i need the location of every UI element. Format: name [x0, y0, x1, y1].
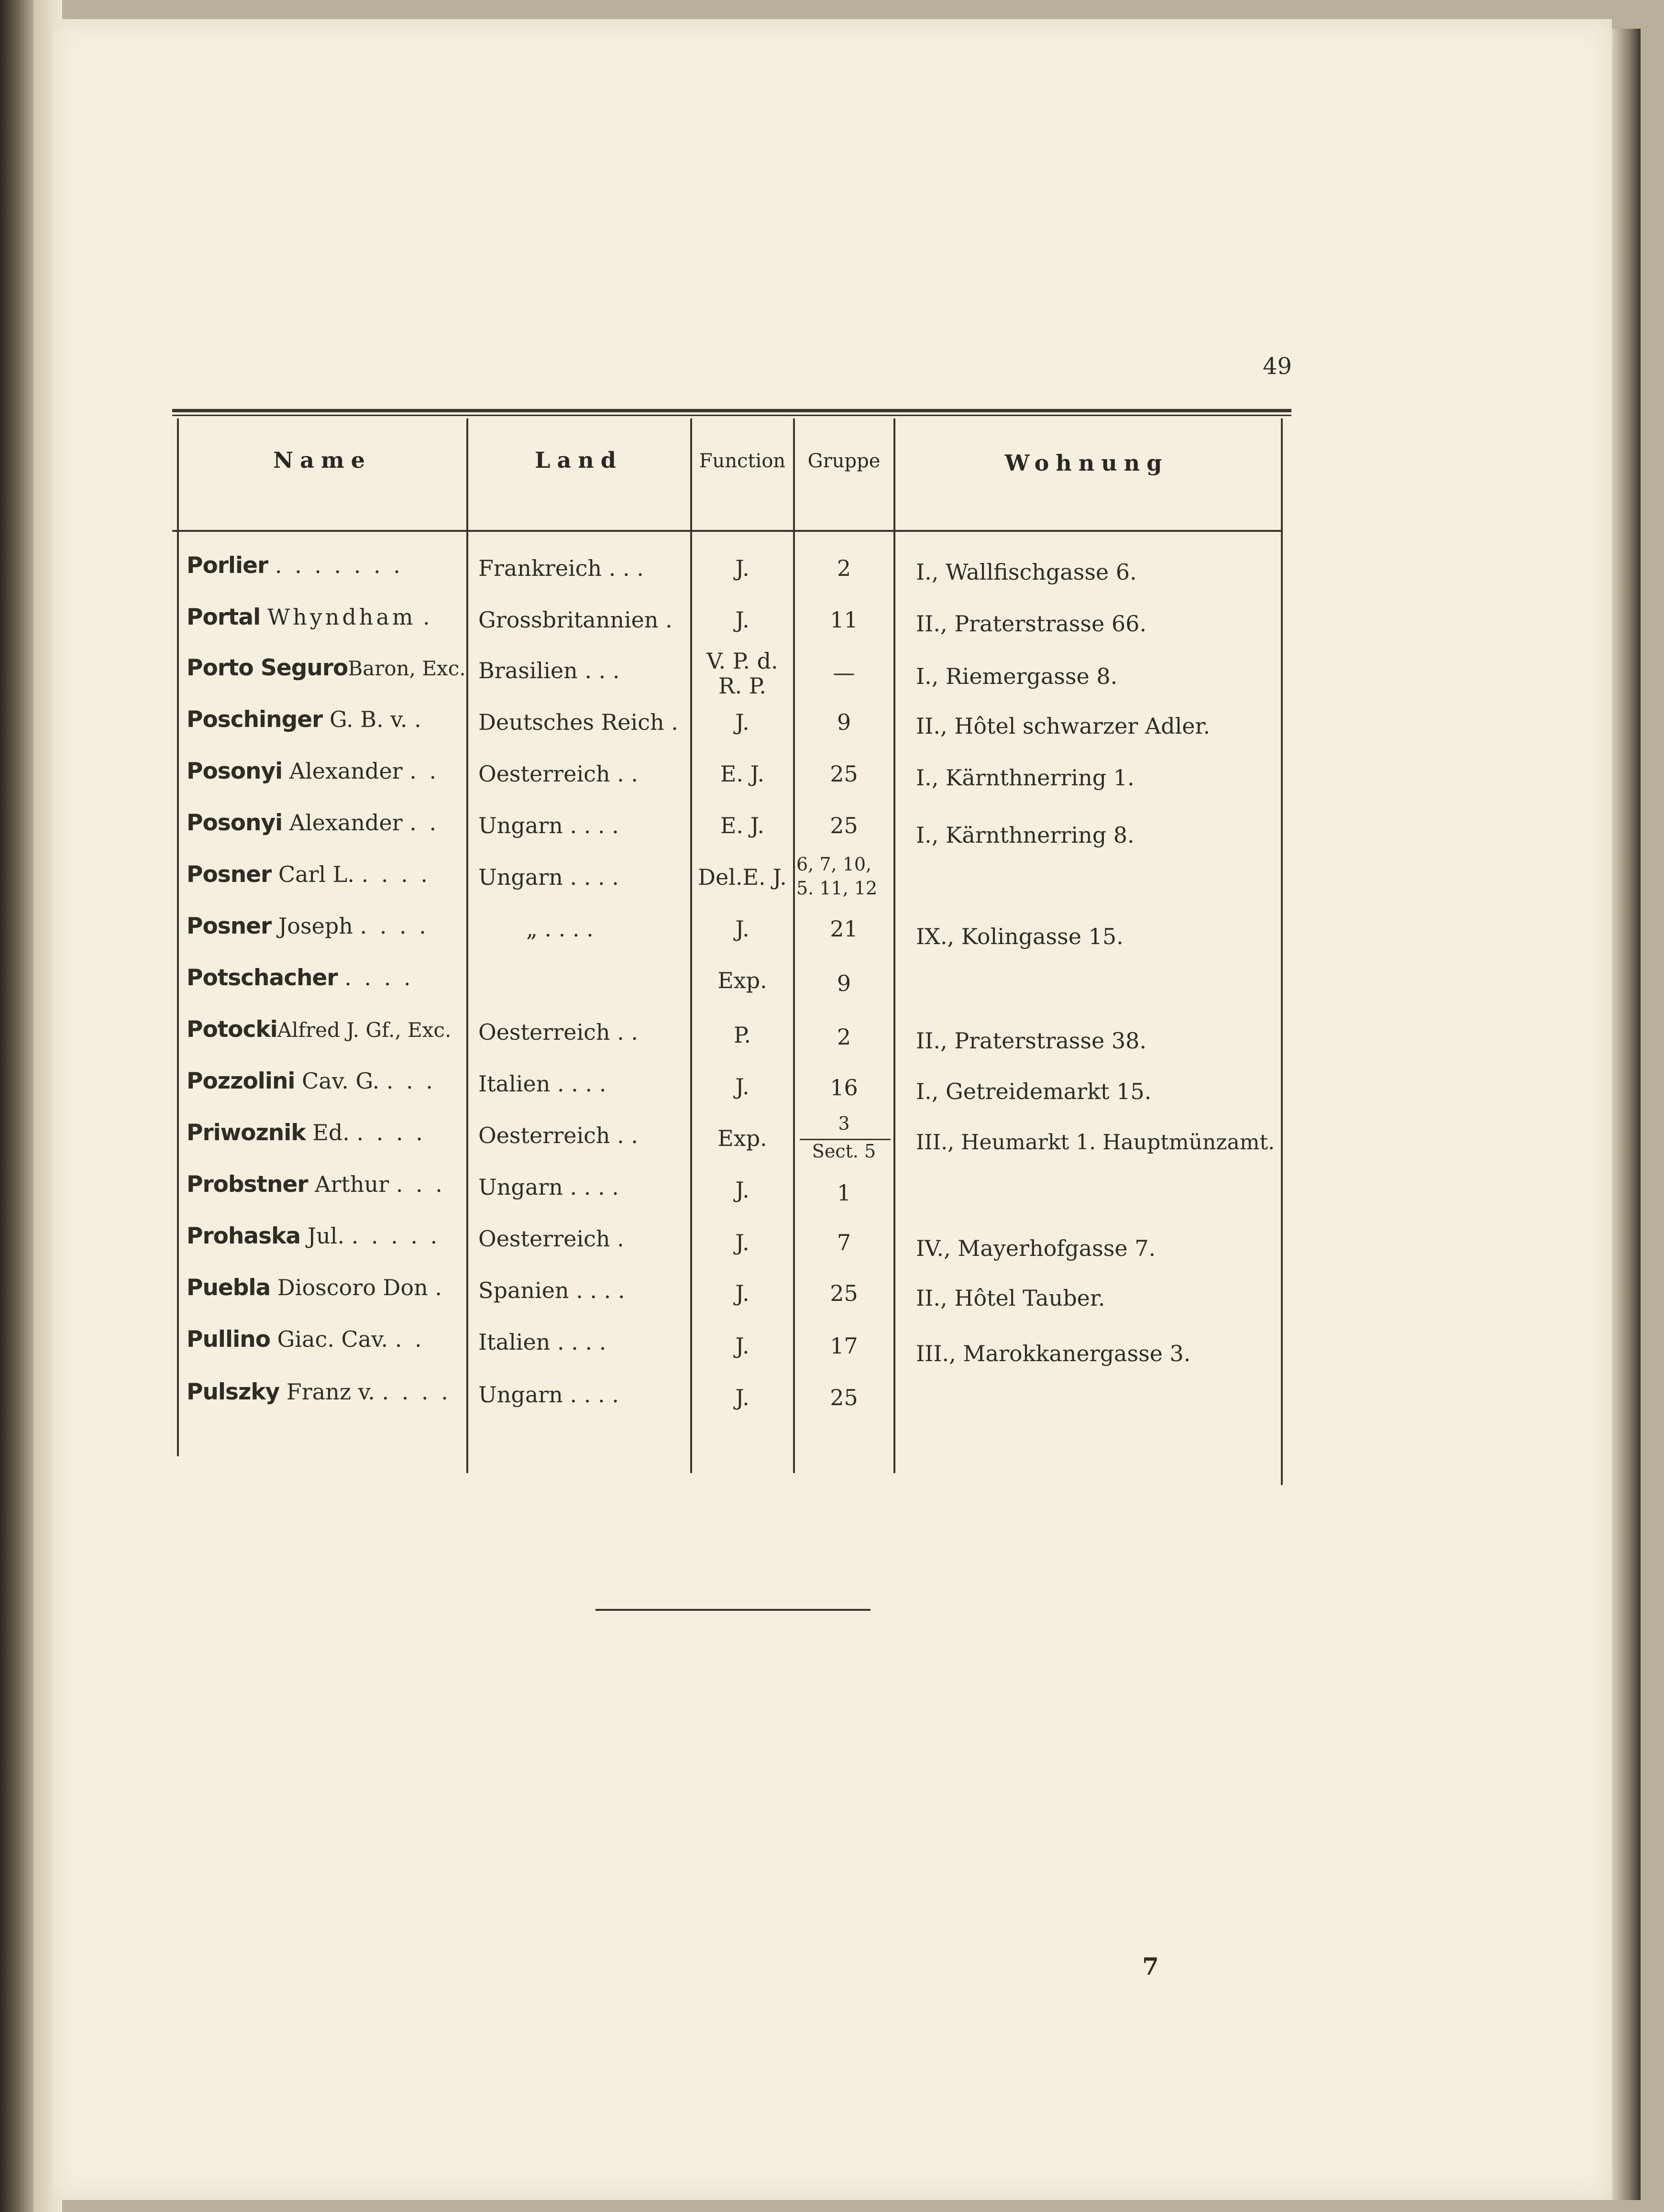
name-dots: . . . — [396, 1171, 445, 1197]
function-cell: J. — [735, 1280, 749, 1306]
table-row-name — [187, 1120, 426, 1146]
surname: Probstner — [187, 1171, 308, 1198]
name-dots: . — [435, 1275, 445, 1300]
land-cell: Oesterreich . . — [478, 761, 639, 787]
function-cell: J. — [735, 1230, 749, 1255]
wohnung-cell: II., Hôtel schwarzer Adler. — [916, 713, 1211, 739]
wohnung-cell: III., Marokkanergasse 3. — [916, 1341, 1191, 1366]
given-name: Whyndham — [267, 604, 416, 630]
land-cell: Italien . . . . — [478, 1329, 606, 1355]
given-name: Arthur — [315, 1171, 389, 1197]
participants-table — [172, 409, 1291, 1475]
given-name: Dioscoro Don — [277, 1275, 428, 1300]
function-cell: J. — [735, 709, 749, 735]
name-dots: . . . . — [356, 1120, 426, 1145]
gruppe-cell: 25 — [830, 1385, 858, 1410]
gruppe-cell-line1: 3 — [838, 1113, 850, 1134]
gruppe-cell: 9 — [837, 709, 851, 735]
header-function: Function — [699, 450, 786, 472]
land-cell: Deutsches Reich . — [478, 709, 678, 735]
table-row-name — [187, 1068, 436, 1094]
wohnung-cell: III., Heumarkt 1. Hauptmünzamt. — [916, 1130, 1275, 1155]
given-name: Jul. — [307, 1223, 345, 1249]
table-row-name — [187, 913, 429, 939]
surname: Porto Seguro — [187, 655, 348, 681]
given-name: Giac. Cav. — [277, 1326, 388, 1352]
name-dots: . . — [395, 1326, 425, 1352]
wohnung-cell: IV., Mayerhofgasse 7. — [916, 1235, 1156, 1261]
given-name: Alfred J. Gf., Exc. — [277, 1018, 452, 1042]
name-dots: . . . — [386, 1068, 436, 1094]
wohnung-cell: II., Praterstrasse 66. — [916, 611, 1146, 637]
column-rule-left — [177, 418, 179, 1456]
table-row-name — [187, 1223, 440, 1249]
given-name: Baron, Exc. — [348, 657, 466, 680]
gruppe-cell: — — [833, 660, 855, 685]
name-dots: . — [414, 706, 424, 732]
table-row-name — [187, 706, 424, 733]
table-row-name — [187, 1326, 425, 1353]
function-cell: J. — [735, 916, 749, 942]
table-row-name — [187, 1171, 445, 1198]
surname: Porlier — [187, 552, 268, 579]
name-dots: . — [423, 604, 433, 630]
given-name: Alexander — [289, 758, 403, 784]
wohnung-cell: I., Kärnthnerring 1. — [916, 765, 1135, 791]
surname: Potschacher — [187, 965, 338, 991]
gruppe-cell-line1: 6, 7, 10, — [796, 854, 872, 875]
table-row-name — [187, 552, 403, 579]
given-name: Cav. G. — [302, 1068, 380, 1094]
land-cell: „ . . . . — [526, 916, 594, 942]
name-dots: . . . . — [344, 965, 414, 990]
name-dots: . . . . . — [351, 1223, 441, 1249]
function-cell: E. J. — [720, 761, 765, 787]
surname: Posonyi — [187, 810, 283, 836]
table-row-name — [187, 1379, 451, 1405]
name-dots: . . — [409, 810, 440, 836]
function-cell: J. — [735, 1177, 749, 1203]
surname: Potocki — [187, 1016, 277, 1043]
function-cell: P. — [733, 1022, 751, 1048]
land-cell: Grossbritannien . — [478, 607, 672, 633]
given-name: Alexander — [289, 810, 403, 836]
header-wohnung: Wohnung — [1004, 450, 1169, 476]
land-cell: Oesterreich . . — [478, 1019, 639, 1045]
gruppe-cell-line2: 5. 11, 12 — [796, 878, 878, 899]
name-dots: . . . . — [360, 913, 429, 939]
surname: Posner — [187, 861, 272, 888]
header-land: Land — [535, 447, 623, 473]
wohnung-cell: IX., Kolingasse 15. — [916, 924, 1124, 949]
table-row-name — [187, 758, 439, 784]
land-cell: Ungarn . . . . — [478, 1174, 619, 1200]
top-rule-thick — [172, 409, 1291, 412]
function-cell: J. — [735, 607, 749, 633]
table-row-name — [187, 810, 439, 836]
gruppe-cell: 21 — [830, 916, 858, 942]
name-dots: . . . . — [361, 861, 430, 887]
surname: Posonyi — [187, 758, 283, 784]
gruppe-cell: 2 — [837, 555, 851, 581]
header-name: Name — [273, 447, 372, 473]
column-rule-name-land — [466, 418, 468, 1473]
surname: Posner — [187, 913, 272, 939]
function-cell: J. — [735, 1333, 749, 1359]
wohnung-cell: I., Riemergasse 8. — [916, 663, 1118, 689]
table-row-name — [187, 861, 430, 888]
column-rule-gruppe-wohnung — [893, 418, 895, 1473]
header-rule — [172, 530, 1282, 532]
wohnung-cell: II., Hôtel Tauber. — [916, 1285, 1105, 1311]
land-cell: Spanien . . . . — [478, 1277, 625, 1303]
table-row-name — [187, 1275, 445, 1301]
gruppe-cell: 1 — [837, 1180, 851, 1206]
top-rule-thin — [172, 415, 1291, 416]
given-name: Ed. — [312, 1120, 350, 1145]
given-name: G. B. v. — [329, 706, 408, 732]
table-row-name — [187, 1016, 451, 1043]
gruppe-cell: 17 — [830, 1333, 858, 1359]
function-cell: Exp. — [717, 1125, 767, 1151]
gruppe-cell: 11 — [830, 607, 858, 633]
surname: Pullino — [187, 1326, 270, 1353]
header-gruppe: Gruppe — [807, 450, 881, 472]
column-rule-right — [1281, 418, 1283, 1485]
wohnung-cell: I., Wallfischgasse 6. — [916, 559, 1137, 585]
surname: Portal — [187, 604, 261, 630]
surname: Puebla — [187, 1275, 271, 1301]
land-cell: Ungarn . . . . — [478, 1382, 619, 1408]
gruppe-cell: 25 — [830, 1280, 858, 1306]
surname: Pulszky — [187, 1379, 280, 1405]
wohnung-cell: I., Getreidemarkt 15. — [916, 1078, 1152, 1104]
gruppe-cell: 9 — [837, 970, 851, 996]
gruppe-fraction-line — [800, 1139, 891, 1140]
land-cell: Oesterreich . . — [478, 1123, 639, 1148]
name-dots: . . . . . . . — [275, 552, 403, 578]
gruppe-cell: 25 — [830, 813, 858, 838]
function-cell: J. — [735, 1074, 749, 1100]
land-cell: Ungarn . . . . — [478, 813, 619, 838]
gruppe-cell: 7 — [837, 1230, 851, 1255]
land-cell: Oesterreich . — [478, 1226, 624, 1252]
function-cell-line2: R. P. — [718, 673, 767, 699]
given-name: Carl L. — [278, 861, 354, 887]
gruppe-cell: 2 — [837, 1024, 851, 1050]
table-row-name — [187, 655, 466, 681]
land-cell: Ungarn . . . . — [478, 864, 619, 890]
surname: Poschinger — [187, 706, 323, 733]
surname: Priwoznik — [187, 1120, 306, 1146]
land-cell: Brasilien . . . — [478, 658, 620, 683]
wohnung-cell: I., Kärnthnerring 8. — [916, 822, 1135, 848]
book-spine — [0, 0, 33, 2212]
closing-rule — [595, 1609, 871, 1611]
page-number: 49 — [1263, 353, 1292, 380]
surname: Pozzolini — [187, 1068, 295, 1094]
gruppe-cell-line2: Sect. 5 — [812, 1141, 876, 1162]
name-dots: . . . . — [382, 1379, 451, 1405]
function-cell: Del.E. J. — [698, 864, 787, 890]
function-cell: J. — [735, 555, 749, 581]
function-cell: E. J. — [720, 813, 765, 838]
function-cell-line1: V. P. d. — [706, 648, 778, 674]
gruppe-cell: 25 — [830, 761, 858, 787]
given-name: Joseph — [278, 913, 353, 939]
function-cell: J. — [735, 1385, 749, 1410]
land-cell: Frankreich . . . — [478, 555, 644, 581]
name-dots: . . — [409, 758, 440, 784]
gruppe-cell: 16 — [830, 1075, 858, 1100]
table-row-name — [187, 604, 433, 630]
function-cell: Exp. — [717, 968, 767, 993]
signature-mark: 7 — [1142, 1952, 1159, 1981]
table-row-name — [187, 965, 414, 991]
wohnung-cell: II., Praterstrasse 38. — [916, 1028, 1146, 1054]
land-cell: Italien . . . . — [478, 1071, 606, 1097]
surname: Prohaska — [187, 1223, 301, 1249]
given-name: Franz v. — [286, 1379, 375, 1405]
right-page-edge — [1612, 29, 1641, 2200]
